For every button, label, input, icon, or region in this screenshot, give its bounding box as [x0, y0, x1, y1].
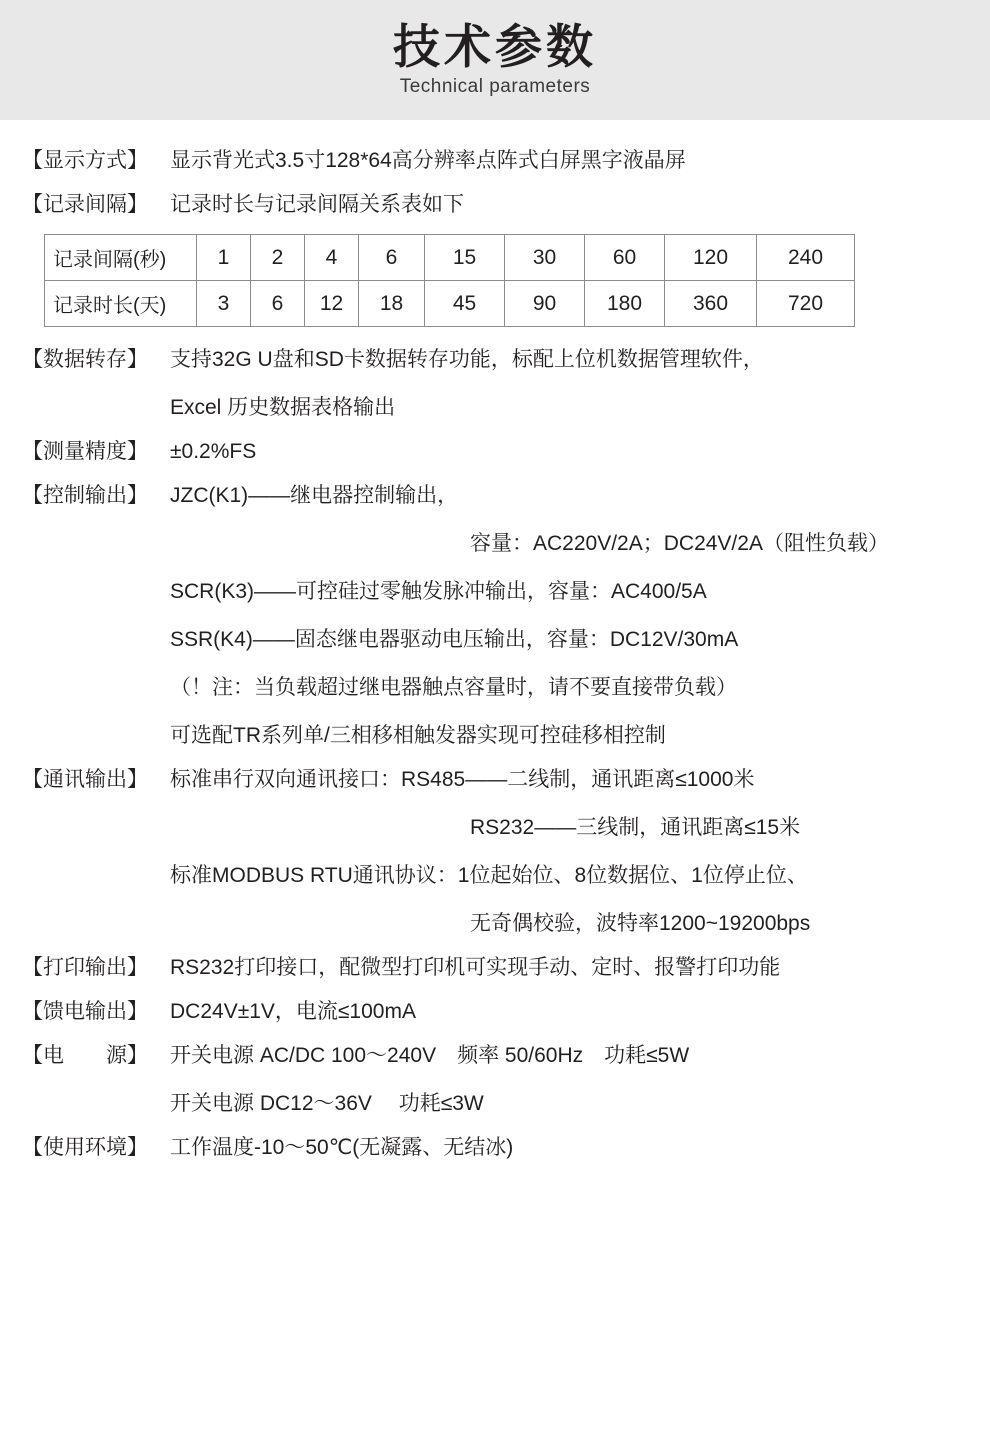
table-cell: 30 — [505, 235, 585, 281]
table-row — [45, 281, 855, 327]
spec-label: 【显示方式】 — [22, 149, 148, 172]
spec-line: 标准串行双向通讯接口：RS485——二线制，通讯距离≤1000米 — [170, 768, 755, 791]
spec-line: SCR(K3)——可控硅过零触发脉冲输出，容量：AC400/5A — [170, 580, 707, 603]
spec-label: 【馈电输出】 — [22, 1000, 148, 1023]
table-cell: 12 — [305, 281, 359, 327]
spec-value — [170, 1041, 689, 1119]
table-row — [45, 235, 855, 281]
spec-value — [170, 953, 780, 983]
spec-line: 支持32G U盘和SD卡数据转存功能，标配上位机数据管理软件， — [170, 348, 764, 371]
record-interval-table — [44, 234, 855, 327]
spec-line: ±0.2%FS — [170, 440, 257, 463]
spec-label: 【电 源】 — [22, 1044, 148, 1067]
table-cell: 2 — [251, 235, 305, 281]
spec-label: 【数据转存】 — [22, 348, 148, 371]
table-row-header: 记录时长(天) — [45, 281, 197, 327]
table-cell: 6 — [359, 235, 425, 281]
spec-line: RS232——三线制，通讯距离≤15米 — [470, 816, 801, 839]
spec-line: RS232打印接口，配微型打印机可实现手动、定时、报警打印功能 — [170, 956, 781, 979]
spec-line: 工作温度-10～50℃(无凝露、无结冰) — [170, 1136, 514, 1159]
table-cell: 120 — [665, 235, 757, 281]
table-cell: 720 — [757, 281, 855, 327]
record-interval-table-wrap — [44, 234, 968, 327]
spec-label: 【记录间隔】 — [22, 193, 148, 216]
spec-row-accuracy — [22, 437, 968, 467]
spec-row-communication-output — [22, 765, 968, 939]
spec-row-record-interval — [22, 190, 968, 220]
spec-value — [170, 997, 416, 1027]
spec-value — [170, 345, 764, 423]
spec-row-print-output — [22, 953, 968, 983]
spec-label: 【控制输出】 — [22, 484, 148, 507]
spec-line: 可选配TR系列单/三相移相触发器实现可控硅移相控制 — [170, 724, 666, 747]
table-cell: 45 — [425, 281, 505, 327]
table-row-header: 记录间隔(秒) — [45, 235, 197, 281]
table-cell: 4 — [305, 235, 359, 281]
spec-row-data-transfer — [22, 345, 968, 423]
spec-line: 容量：AC220V/2A；DC24V/2A（阻性负载） — [470, 532, 889, 555]
spec-label: 【通讯输出】 — [22, 768, 148, 791]
page-subtitle: Technical parameters — [399, 75, 591, 97]
spec-line: JZC(K1)——继电器控制输出， — [170, 484, 459, 507]
table-cell: 180 — [585, 281, 665, 327]
spec-label: 【使用环境】 — [22, 1136, 148, 1159]
table-cell: 1 — [197, 235, 251, 281]
table-cell: 240 — [757, 235, 855, 281]
spec-value — [170, 1133, 513, 1163]
table-cell: 18 — [359, 281, 425, 327]
spec-line: 记录时长与记录间隔关系表如下 — [170, 193, 464, 216]
spec-list — [0, 120, 990, 1163]
spec-line: DC24V±1V，电流≤100mA — [170, 1000, 416, 1023]
table-cell: 3 — [197, 281, 251, 327]
spec-value — [170, 190, 464, 220]
spec-value — [170, 481, 889, 751]
spec-row-environment — [22, 1133, 968, 1163]
spec-label: 【打印输出】 — [22, 956, 148, 979]
spec-line: （！注：当负载超过继电器触点容量时，请不要直接带负载） — [170, 676, 737, 699]
spec-line: Excel 历史数据表格输出 — [170, 396, 396, 419]
spec-line: 开关电源 AC/DC 100～240V 频率 50/60Hz 功耗≤5W — [170, 1044, 690, 1067]
spec-line: 标准MODBUS RTU通讯协议：1位起始位、8位数据位、1位停止位、 — [170, 864, 808, 887]
table-cell: 360 — [665, 281, 757, 327]
spec-line: SSR(K4)——固态继电器驱动电压输出，容量：DC12V/30mA — [170, 628, 739, 651]
spec-line: 无奇偶校验，波特率1200~19200bps — [470, 912, 811, 935]
spec-row-feed-output — [22, 997, 968, 1027]
table-cell: 6 — [251, 281, 305, 327]
table-cell: 90 — [505, 281, 585, 327]
spec-row-power-supply — [22, 1041, 968, 1119]
spec-value — [170, 765, 810, 939]
spec-line: 开关电源 DC12～36V 功耗≤3W — [170, 1092, 484, 1115]
page-header — [0, 0, 990, 120]
spec-row-control-output — [22, 481, 968, 751]
spec-value — [170, 146, 686, 176]
table-cell: 60 — [585, 235, 665, 281]
spec-line: 显示背光式3.5寸128*64高分辨率点阵式白屏黑字液晶屏 — [170, 149, 686, 172]
page-title: 技术参数 — [393, 20, 597, 74]
table-cell: 15 — [425, 235, 505, 281]
spec-label: 【测量精度】 — [22, 440, 148, 463]
spec-value — [170, 437, 256, 467]
spec-row-display — [22, 146, 968, 176]
